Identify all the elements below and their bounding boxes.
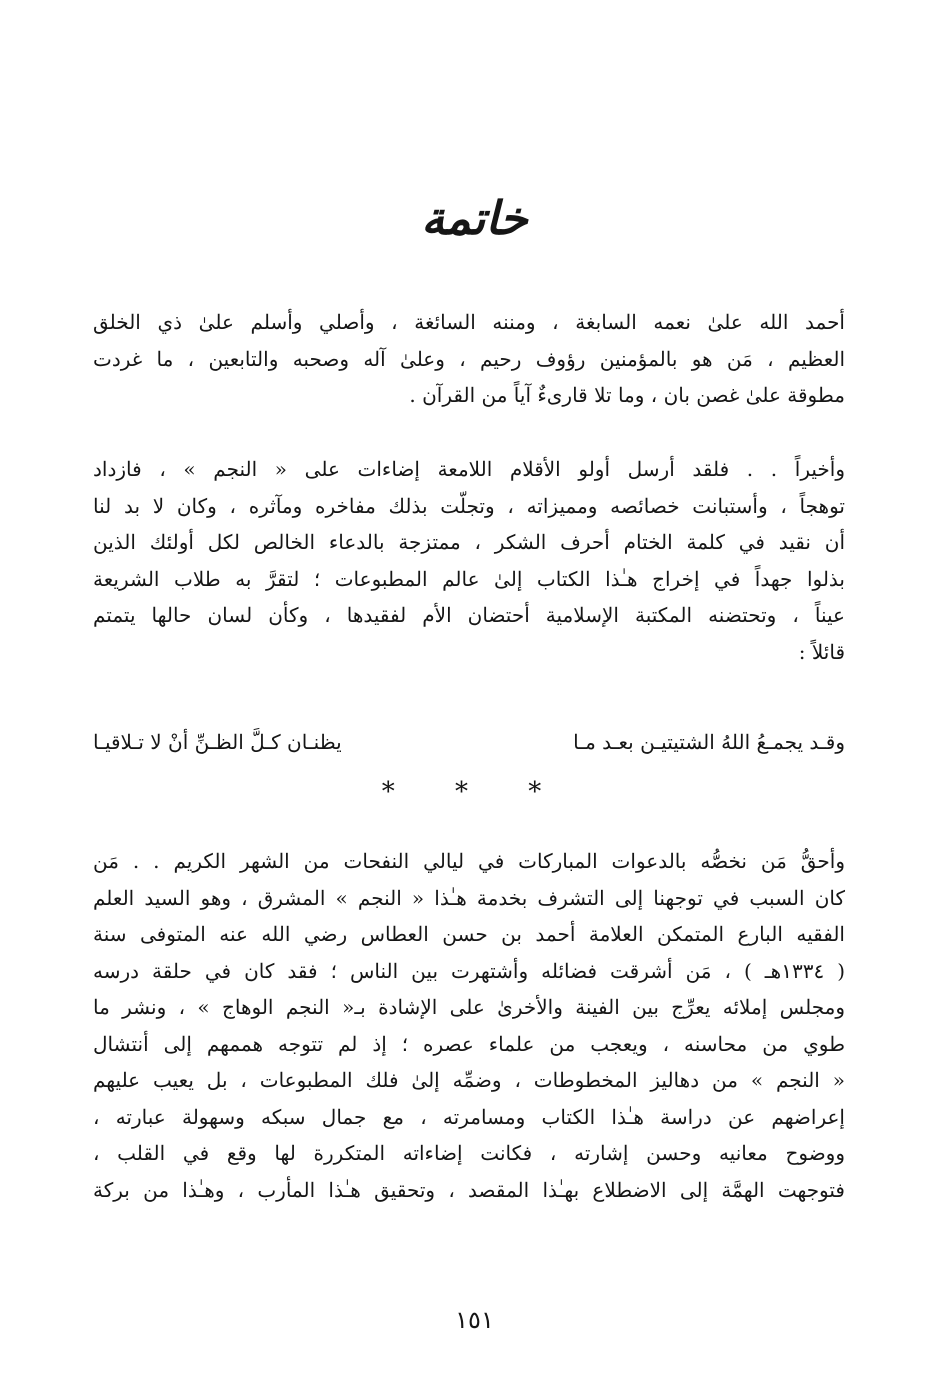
text-line: وأخيراً . . فلقد أرسل أولو الأقلام اللامعة إضاءات على « النجم » ، فازداد	[93, 457, 845, 481]
text-line: ( ١٣٣٤هـ ) ، مَن أشرقت فضائله وأشتهرت بين الناس ؛ فقد كان في حلقة درسه	[93, 958, 845, 983]
paragraph-opening	[93, 304, 845, 414]
section-separator: * * *	[381, 777, 568, 807]
verse-second-hemistich: يظنـان كـلَّ الظـنِّ أنْ لا تـلاقيـا	[93, 730, 342, 754]
page-number: ١٥١	[455, 1306, 494, 1334]
text-line: كان السبب في توجهنا إلى التشرف بخدمة هـٰذا « النجم » المشرق ، وهو السيد العلم	[93, 885, 845, 910]
text-line: توهجاً ، وأستبانت خصائصه ومميزاته ، وتجلّت بذلك مفاخره ومآثره ، وكان لا بد لنا	[93, 493, 845, 518]
text-line: الفقيه البارع المتمكن العلامة أحمد بن حسن العطاس رضي الله عنه المتوفى سنة	[93, 922, 845, 946]
text-line: بذلوا جهداً في إخراج هـٰذا الكتاب إلىٰ عالم المطبوعات ؛ لتقرَّ به طلاب الشريعة	[93, 566, 845, 591]
text-line: قائلاً :	[798, 639, 845, 664]
text-line: فتوجهت الهمَّة إلى الاضطلاع بهـٰذا المقصد ، وتحقيق هـٰذا المأرب ، وهـٰذا من بركة	[93, 1177, 845, 1202]
text-line: أحمد الله علىٰ نعمه السابغة ، ومننه السائغة ، وأصلي وأسلم علىٰ ذي الخلق	[93, 310, 845, 334]
poetry-verse	[93, 724, 845, 760]
chapter-title: خاتمة	[421, 191, 528, 245]
text-line: إعراضهم عن دراسة هـٰذا الكتاب ومسامرته ، مع جمال سبكه وسهولة عبارته ،	[93, 1104, 845, 1129]
paragraph-dedication	[93, 843, 845, 1208]
text-line: أن نقيد في كلمة الختام أحرف الشكر ، ممتزجة بالدعاء الخالص لكل أولئك الذين	[93, 530, 845, 554]
verse-first-hemistich: وقـد يجمـعُ اللهُ الشتيتيـن بعـد مـا	[573, 730, 845, 754]
text-line: « النجم » من دهاليز المخطوطات ، وضمِّه إلىٰ فلك المطبوعات ، بل يعيب عليهم	[93, 1068, 845, 1092]
text-line: طوي من محاسنه ، ويعجب من علماء عصره ؛ إذ لم تتوجه هممهم إلى أنتشال	[93, 1031, 845, 1056]
text-line: مطوقة علىٰ غصن بان ، وما تلا قارىءٌ آياً من القرآن .	[409, 383, 845, 407]
text-line: العظيم ، مَن هو بالمؤمنين رؤوف رحيم ، وعلىٰ آله وصحبه والتابعين ، ما غردت	[93, 346, 845, 371]
text-line: ومجلس إملائه يعرِّج بين الفينة والأخرىٰ على الإشادة بـ« النجم الوهاج » ، ونشر ما	[93, 995, 845, 1019]
text-line: ووضوح معانيه وحسن إشارته ، فكانت إضاءاته المتكررة لها وقع في القلب ،	[93, 1141, 845, 1165]
paragraph-thanks	[93, 451, 845, 670]
text-line: وأحقُّ مَن نخصُّه بالدعوات المباركات في ليالي النفحات من الشهر الكريم . . مَن	[93, 849, 845, 873]
text-line: عيناً ، وتحتضنه المكتبة الإسلامية أحتضان الأم لفقيدها ، وكأن لسان حالها يتمتم	[93, 603, 845, 627]
